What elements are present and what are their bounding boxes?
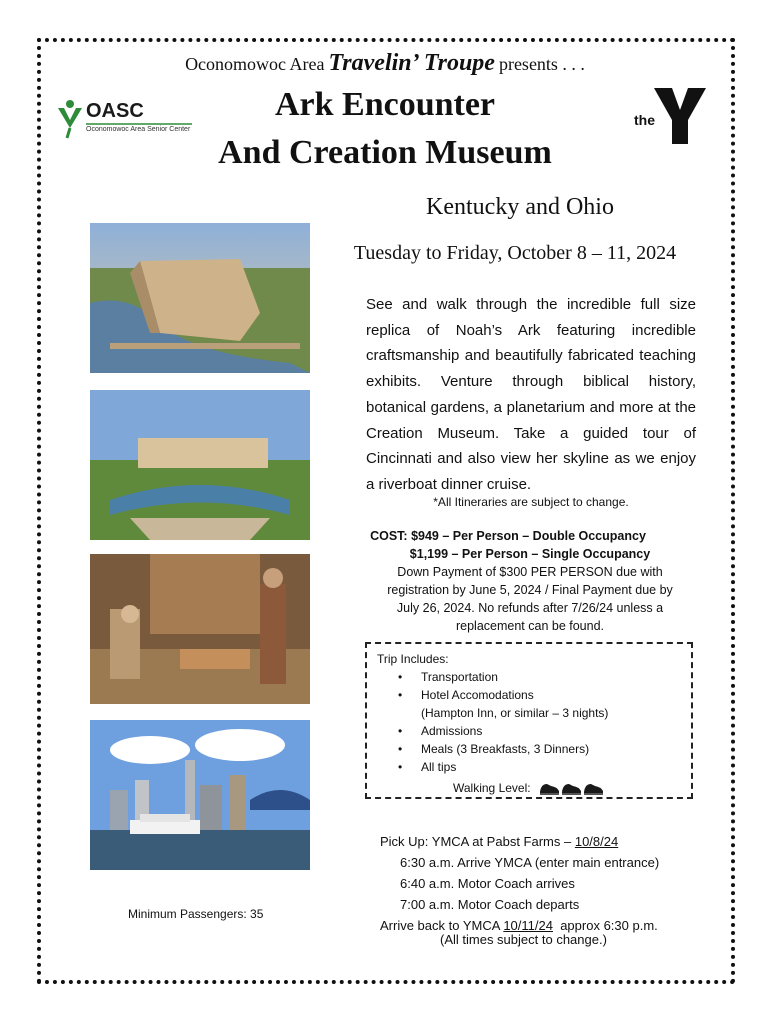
ymca-small-text: YMCA	[691, 121, 703, 137]
list-item: • Transportation	[398, 670, 498, 684]
return-time: approx 6:30 p.m.	[560, 918, 658, 933]
hotel-detail: (Hampton Inn, or similar – 3 nights)	[421, 706, 609, 720]
pickup-date: 10/8/24	[574, 834, 619, 849]
list-item: • Hotel Accomodations	[398, 688, 534, 702]
cost-double: COST: $949 – Per Person – Double Occupancy	[370, 529, 646, 543]
shoe-icon	[562, 784, 581, 795]
payment-line-4: replacement can be found.	[455, 619, 605, 633]
pickup-location: Pick Up: YMCA at Pabst Farms –	[380, 834, 572, 849]
trip-description: See and walk through the incredible full size replica of Noah’s Ark featuring incredible craftsmanship and beautifully fabricated teaching exhibits. Venture through biblical history, botanical gardens, a planetarium and more at the Creation Museum. Take a guided tour of Cincinnati and also view her skyline as we enjoy a riverboat dinner cruise.	[366, 296, 696, 493]
payment-line-1: Down Payment of $300 PER PERSON due with	[397, 565, 663, 579]
walking-level	[377, 778, 681, 798]
creation-museum-exhibit-photo	[90, 554, 310, 704]
pickup-line	[380, 831, 710, 852]
ark-pond-photo	[90, 390, 310, 540]
list-item: • Admissions	[398, 724, 483, 738]
trip-includes-box	[365, 642, 693, 799]
list-item: • Meals (3 Breakfasts, 3 Dinners)	[398, 742, 590, 756]
region: Kentucky and Ohio	[426, 194, 614, 220]
cost-block	[350, 527, 710, 635]
presents-suffix: presents . . .	[498, 54, 585, 74]
includes-list	[377, 668, 681, 776]
times-subject-note: (All times subject to change.)	[440, 932, 607, 947]
payment-line-3: July 26, 2024. No refunds after 7/26/24 unless a	[396, 601, 664, 615]
oasc-logo-subtext: Oconomowoc Area Senior Center	[86, 126, 191, 133]
shoe-icon	[584, 784, 603, 795]
ark-aerial-photo	[90, 223, 310, 373]
ymca-the-text: the	[634, 112, 655, 128]
title-line-2: And Creation Museum	[218, 134, 552, 171]
oasc-logo-text: OASC	[86, 100, 144, 122]
presents-prefix: Oconomowoc Area	[185, 54, 325, 74]
presents-line	[0, 50, 770, 77]
trip-dates: Tuesday to Friday, October 8 – 11, 2024	[353, 242, 677, 264]
minimum-passengers: Minimum Passengers: 35	[128, 907, 264, 921]
cincinnati-skyline-photo	[90, 720, 310, 870]
payment-line-2: registration by June 5, 2024 / Final Payment due by	[387, 583, 673, 597]
walking-level-label: Walking Level:	[453, 781, 531, 795]
pickup-time-2: 6:40 a.m. Motor Coach arrives	[400, 876, 575, 891]
includes-heading: Trip Includes:	[377, 652, 449, 666]
shoe-icon	[540, 784, 559, 795]
troupe-name: Travelin’ Troupe	[328, 50, 495, 76]
pickup-time-3: 7:00 a.m. Motor Coach departs	[400, 897, 580, 912]
list-item: • All tips	[398, 760, 457, 774]
itinerary-note: *All Itineraries are subject to change.	[433, 495, 629, 509]
cost-single: $1,199 – Per Person – Single Occupancy	[409, 547, 651, 561]
pickup-schedule	[380, 831, 710, 936]
return-prefix: Arrive back to YMCA	[380, 918, 500, 933]
walking-shoes-icon	[539, 778, 605, 798]
title-line-1: Ark Encounter	[274, 86, 496, 123]
return-date: 10/11/24	[503, 918, 553, 933]
pickup-time-1: 6:30 a.m. Arrive YMCA (enter main entrance)	[400, 855, 660, 870]
